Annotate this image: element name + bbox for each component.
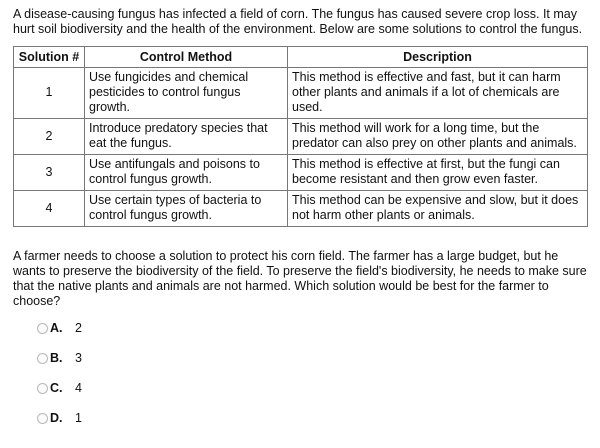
choice-b[interactable] <box>37 351 588 366</box>
choice-letter: B. <box>50 351 63 365</box>
table-row <box>14 155 588 191</box>
choice-letter: D. <box>50 411 63 425</box>
choice-value: 1 <box>75 411 82 425</box>
method-description: This method will work for a long time, but the predator can also prey on other plants and animals. <box>288 119 588 155</box>
control-method: Use fungicides and chemical pesticides to control fungus growth. <box>85 68 288 119</box>
radio-button-d[interactable] <box>37 413 48 424</box>
choice-a[interactable] <box>37 321 588 336</box>
choice-value: 2 <box>75 321 82 335</box>
choice-c[interactable] <box>37 381 588 396</box>
radio-button-a[interactable] <box>37 323 48 334</box>
table-header-row <box>14 47 588 68</box>
choice-value: 3 <box>75 351 82 365</box>
method-description: This method is effective at first, but the fungi can become resistant and then grow even faster. <box>288 155 588 191</box>
control-method: Use certain types of bacteria to control fungus growth. <box>85 191 288 227</box>
control-method: Introduce predatory species that eat the fungus. <box>85 119 288 155</box>
control-method: Use antifungals and poisons to control fungus growth. <box>85 155 288 191</box>
solution-number: 1 <box>14 68 85 119</box>
header-solution-number: Solution # <box>14 47 85 68</box>
solution-number: 4 <box>14 191 85 227</box>
solutions-table <box>13 46 588 227</box>
table-row <box>14 191 588 227</box>
intro-text: A disease-causing fungus has infected a field of corn. The fungus has caused severe crop loss. It may hurt soil biodiversity and the health of the environment. Below are some solutions to control the fungus. <box>13 7 583 36</box>
choice-letter: C. <box>50 381 63 395</box>
solution-number: 2 <box>14 119 85 155</box>
answer-choices <box>37 321 588 426</box>
header-description: Description <box>288 47 588 68</box>
method-description: This method can be expensive and slow, but it does not harm other plants or animals. <box>288 191 588 227</box>
radio-button-c[interactable] <box>37 383 48 394</box>
table-row <box>14 119 588 155</box>
radio-button-b[interactable] <box>37 353 48 364</box>
question-text: A farmer needs to choose a solution to protect his corn field. The farmer has a large budget, but he wants to preserve the biodiversity of the field. To preserve the field's biodiversity, he needs to make sure that the native plants and animals are not harmed. Which solution would be best for the farmer to choose? <box>13 249 587 308</box>
header-control-method: Control Method <box>85 47 288 68</box>
choice-letter: A. <box>50 321 63 335</box>
choice-value: 4 <box>75 381 82 395</box>
choice-d[interactable] <box>37 411 588 426</box>
table-row <box>14 68 588 119</box>
method-description: This method is effective and fast, but it can harm other plants and animals if a lot of chemicals are used. <box>288 68 588 119</box>
solution-number: 3 <box>14 155 85 191</box>
